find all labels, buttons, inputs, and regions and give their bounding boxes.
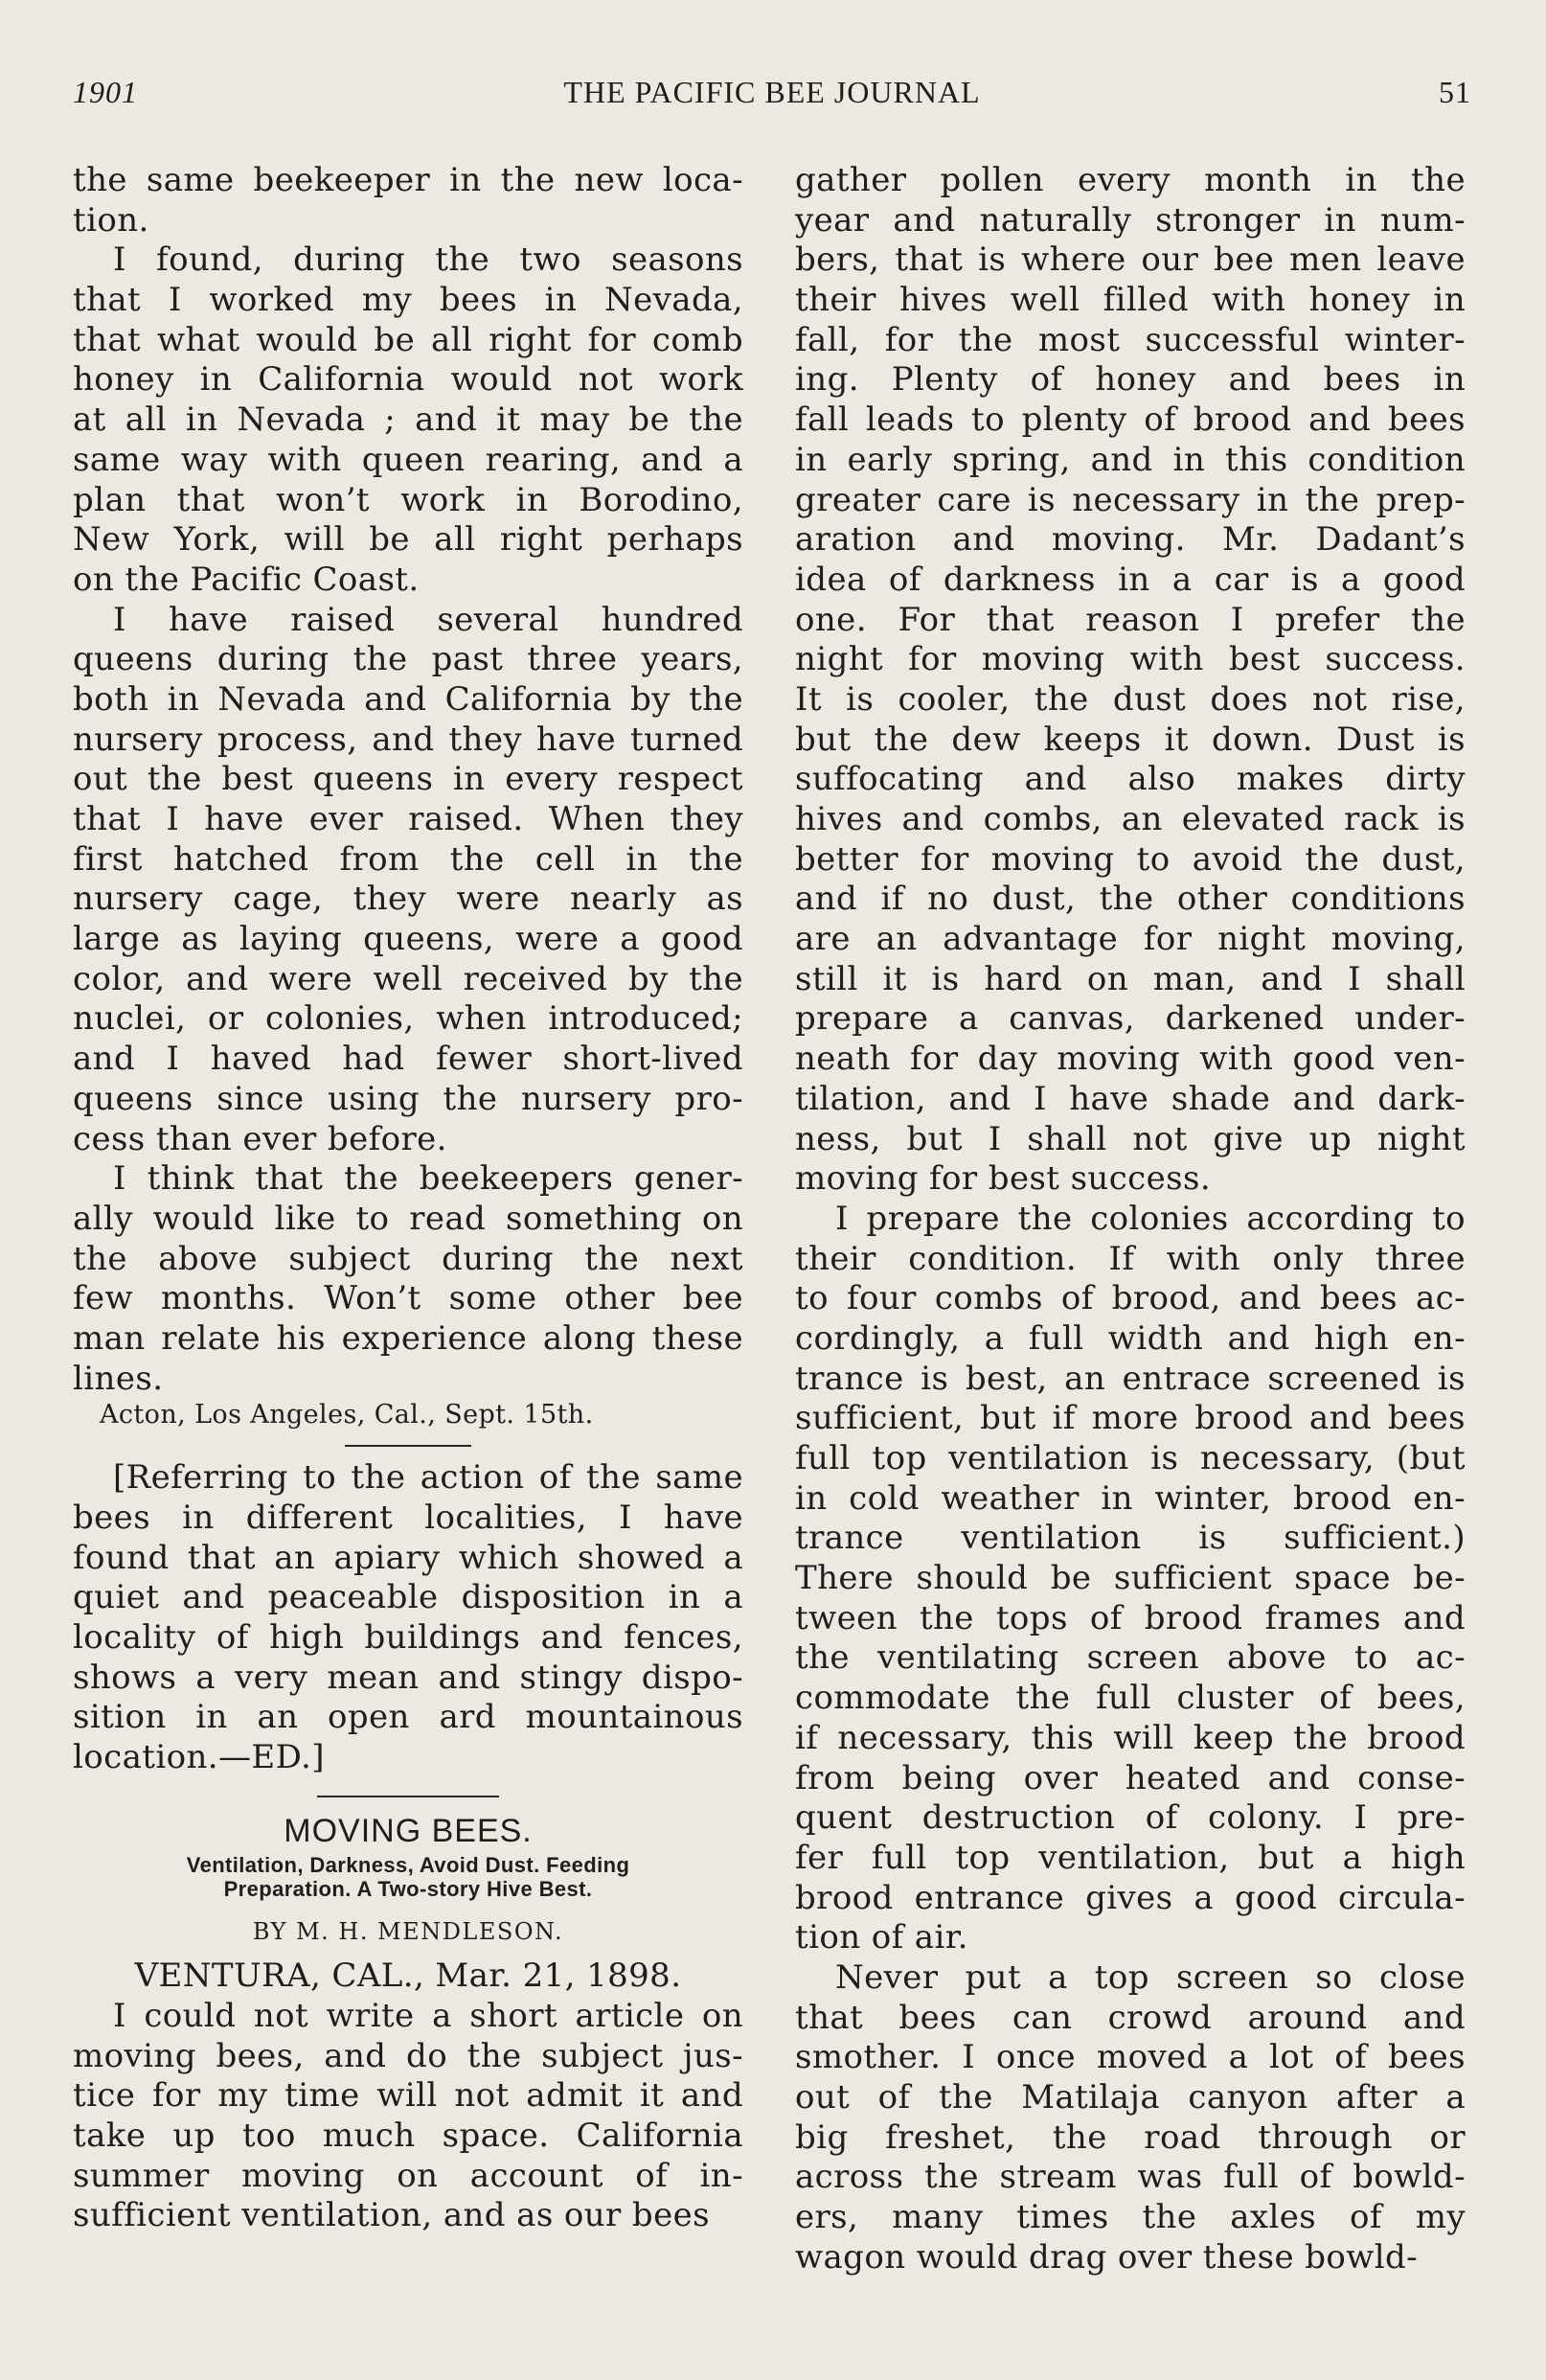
right-para-1 (795, 161, 1466, 1200)
text-line: nursery cage, they were nearly as (73, 880, 743, 919)
text-line: aration and moving. Mr. Dadant’s (795, 520, 1466, 560)
text-line: queens since using the nursery pro- (73, 1079, 743, 1118)
text-line: their hives well filled with honey in (795, 281, 1466, 320)
text-line: hives and combs, an elevated rack is (795, 800, 1466, 838)
text-line: sufficient ventilation, and as our bees (73, 2196, 710, 2235)
text-line: to four combs of brood, and bees ac- (795, 1279, 1466, 1318)
text-line: cordingly, a full width and high en- (795, 1318, 1466, 1358)
text-line: out the best queens in every respect (73, 760, 743, 799)
text-line: but the dew keeps it down. Dust is (795, 720, 1466, 759)
text-line: fall leads to plenty of brood and bees (795, 400, 1466, 440)
text-line: honey in California would not work (73, 360, 743, 400)
text-line: few months. Won’t some other bee (73, 1279, 743, 1318)
text-line: that I worked my bees in Nevada, (73, 281, 743, 320)
text-line: on the Pacific Coast. (73, 560, 420, 599)
text-line: large as laying queens, were a good (73, 920, 743, 959)
text-line: first hatched from the cell in the (73, 839, 743, 879)
text-line: plan that won’t work in Borodino, (73, 480, 743, 519)
text-line: I found, during the two seasons (113, 240, 743, 280)
text-line: tween the tops of brood frames and (795, 1598, 1466, 1637)
text-line: commodate the full cluster of bees, (795, 1679, 1466, 1718)
text-line: New York, will be all right perhaps (73, 520, 743, 560)
text-line: better for moving to avoid the dust, (795, 839, 1466, 879)
header-journal-title: THE PACIFIC BEE JOURNAL (563, 75, 981, 109)
running-header (73, 75, 1471, 123)
text-line: ing. Plenty of honey and bees in (795, 360, 1466, 400)
text-line: full top ventilation is necessary, (but (795, 1439, 1466, 1477)
text-line: lines. (73, 1359, 164, 1398)
text-line: if necessary, this will keep the brood (795, 1718, 1466, 1757)
text-line: one. For that reason I prefer the (795, 600, 1466, 639)
text-line: night for moving with best success. (795, 640, 1466, 679)
text-line: take up too much space. California (73, 2116, 743, 2155)
text-line: in cold weather in winter, brood en- (795, 1478, 1466, 1518)
left-para-3 (73, 601, 743, 1160)
text-line: bees in different localities, I have (73, 1499, 743, 1537)
text-line: and I haved had fewer short-lived (73, 1040, 743, 1079)
text-line: neath for day moving with good ven- (795, 1040, 1466, 1079)
text-line: the above subject during the next (73, 1239, 743, 1278)
text-line: color, and were well received by the (73, 959, 743, 998)
text-line: trance is best, an entrace screened is (795, 1359, 1466, 1398)
text-line: ally would like to read something on (73, 1199, 743, 1238)
text-line: nursery process, and they have turned (73, 720, 743, 759)
text-line: gather pollen every month in the (795, 161, 1466, 199)
text-line: tion of air. (795, 1918, 968, 1957)
text-line: tion. (73, 200, 149, 240)
text-line: at all in Nevada ; and it may be the (73, 400, 743, 440)
article-place-date: VENTURA, CAL., Mar. 21, 1898. (134, 1956, 682, 1995)
text-line: bers, that is where our bee men leave (795, 240, 1466, 280)
text-line: summer moving on account of in- (73, 2156, 743, 2195)
text-line: moving bees, and do the subject jus- (73, 2036, 743, 2075)
text-line: man relate his experience along these (73, 1318, 743, 1358)
left-para-2 (73, 240, 743, 600)
text-line: brood entrance gives a good circula- (795, 1878, 1466, 1917)
right-column (795, 161, 1466, 2277)
text-line: and if no dust, the other conditions (795, 880, 1466, 919)
left-column (73, 161, 743, 2236)
text-line: It is cooler, the dust does not rise, (795, 679, 1466, 719)
header-year: 1901 (73, 75, 138, 109)
text-line: their condition. If with only three (795, 1239, 1466, 1278)
text-line: across the stream was full of bowld- (795, 2158, 1466, 2197)
section-divider (345, 1445, 471, 1447)
header-page-number: 51 (1439, 75, 1471, 109)
text-line: from being over heated and conse- (795, 1758, 1466, 1797)
text-line: that what would be all right for comb (73, 320, 743, 359)
text-line: the same beekeeper in the new loca- (73, 161, 743, 199)
text-line: nuclei, or colonies, when introduced; (73, 999, 743, 1039)
text-line: tice for my time will not admit it and (73, 2076, 743, 2116)
text-line: tilation, and I have shade and dark- (795, 1079, 1466, 1118)
text-line: that I have ever raised. When they (73, 800, 743, 838)
text-line: I could not write a short article on (113, 1996, 743, 2035)
text-line: fall, for the most successful winter- (795, 320, 1466, 359)
right-para-3 (795, 1958, 1466, 2278)
text-line: quent destruction of colony. I pre- (795, 1798, 1466, 1838)
text-line: prepare a canvas, darkened under- (795, 999, 1466, 1039)
text-line: still it is hard on man, and I shall (795, 959, 1466, 998)
text-line: ers, many times the axles of my (795, 2198, 1466, 2237)
text-line: shows a very mean and stingy dispo- (73, 1658, 743, 1697)
text-line: the ventilating screen above to ac- (795, 1638, 1466, 1678)
text-line: trance ventilation is sufficient.) (795, 1519, 1466, 1558)
text-line: fer full top ventilation, but a high (795, 1838, 1466, 1877)
left-para-5 (73, 1997, 743, 2236)
text-line: in early spring, and in this condition (795, 440, 1466, 479)
text-line: out of the Matilaja canyon after a (795, 2078, 1466, 2117)
text-line: found that an apiary which showed a (73, 1538, 743, 1577)
text-line: smother. I once moved a lot of bees (795, 2038, 1466, 2077)
text-line: are an advantage for night moving, (795, 920, 1466, 959)
text-line: year and naturally stronger in num- (795, 200, 1466, 240)
text-line: cess than ever before. (73, 1119, 447, 1158)
text-line: moving for best success. (795, 1159, 1212, 1199)
text-line: same way with queen rearing, and a (73, 440, 743, 479)
text-line: greater care is necessary in the prep- (795, 480, 1466, 519)
article-title: MOVING BEES. (284, 1812, 533, 1849)
text-line: wagon would drag over these bowld- (795, 2237, 1419, 2277)
text-line: big freshet, the road through or (795, 2117, 1466, 2157)
text-line: I have raised several hundred (113, 600, 743, 639)
text-line: ness, but I shall not give up night (795, 1119, 1466, 1158)
text-line: quiet and peaceable disposition in a (73, 1578, 743, 1617)
text-line: sufficient, but if more brood and bees (795, 1399, 1466, 1438)
article-subtitle-line-1: Ventilation, Darkness, Avoid Dust. Feeding (186, 1852, 630, 1877)
text-line: sition in an open ard mountainous (73, 1698, 743, 1737)
article-subtitle-line-2: Preparation. A Two-story Hive Best. (223, 1876, 593, 1901)
text-line: that bees can crowd around and (795, 1998, 1466, 2037)
left-para-4 (73, 1159, 743, 1399)
text-line: queens during the past three years, (73, 640, 743, 679)
left-para-1 (73, 161, 743, 240)
text-line: location.—ED.] (73, 1738, 325, 1777)
text-line: Never put a top screen so close (835, 1957, 1466, 1997)
letter-signature: Acton, Los Angeles, Cal., Sept. 15th. (100, 1400, 594, 1430)
text-line: both in Nevada and California by the (73, 679, 743, 719)
text-line: idea of darkness in a car is a good (795, 560, 1466, 599)
article-divider (317, 1796, 499, 1797)
article-byline: BY M. H. MENDLESON. (252, 1917, 564, 1945)
right-para-2 (795, 1200, 1466, 1958)
text-line: I prepare the colonies according to (835, 1199, 1466, 1238)
editor-note (73, 1458, 743, 1778)
text-line: locality of high buildings and fences, (73, 1618, 743, 1658)
text-line: I think that the beekeepers gener- (113, 1159, 743, 1199)
text-line: suffocating and also makes dirty (795, 760, 1466, 799)
text-line: There should be sufficient space be- (795, 1559, 1466, 1598)
text-line: [Referring to the action of the same (113, 1458, 743, 1498)
